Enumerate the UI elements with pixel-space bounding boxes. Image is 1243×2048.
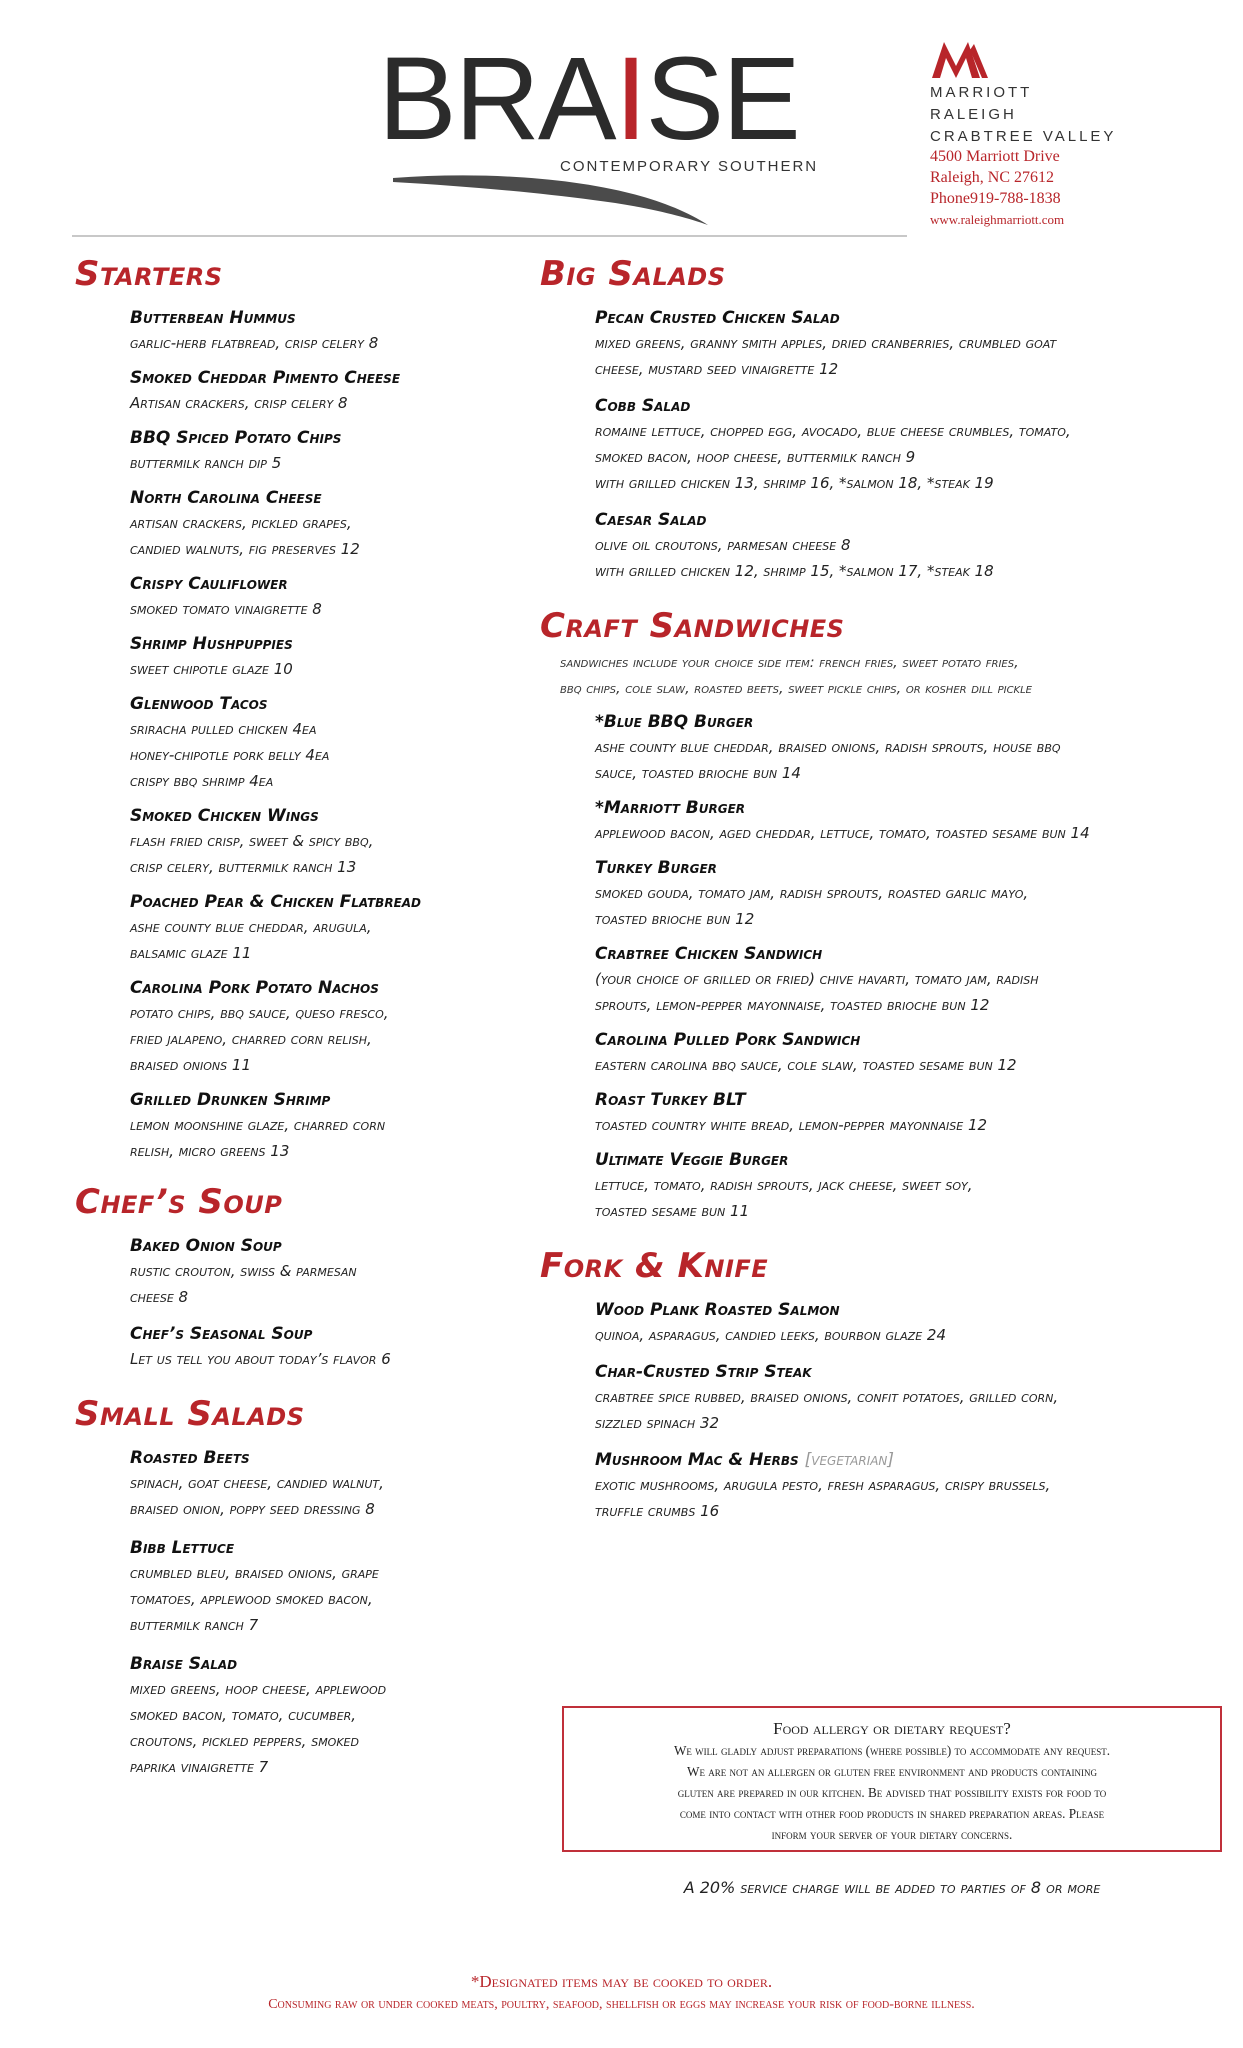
menu-item (595, 1028, 1210, 1078)
menu-item-name (130, 976, 495, 1000)
menu-item (595, 508, 1210, 584)
menu-item (130, 1088, 495, 1164)
menu-item-description: sriracha pulled chicken 4ea honey-chipotle pork belly 4ea crispy bbq shrimp 4ea (130, 720, 330, 790)
menu-item-name (130, 366, 495, 390)
menu-item-description: romaine lettuce, chopped egg, avocado, blue cheese crumbles, tomato, smoked bacon, hoop cheese, buttermilk ranch 9 with grilled chicken 13, shrimp 16, *salmon 18, *steak 19 (595, 422, 1071, 492)
hotel-website-link[interactable]: www.raleighmarriott.com (930, 212, 1065, 227)
logo-tagline: CONTEMPORARY SOUTHERN (560, 158, 819, 175)
menu-item-name-text: *Blue BBQ Burger (595, 712, 754, 732)
brush-stroke-icon (393, 170, 713, 230)
sandwiches-intro: sandwiches include your choice side item: french fries, sweet potato fries, bbq chips, cole slaw, roasted beets, sweet pickle chips, or kosher dill pickle (560, 655, 1033, 697)
menu-item-name-text: Chef’s Seasonal Soup (130, 1324, 313, 1344)
menu-item-name-text: Bibb Lettuce (130, 1538, 235, 1558)
menu-item-description: olive oil croutons, parmesan cheese 8 with grilled chicken 12, shrimp 15, *salmon 17, *steak 18 (595, 536, 994, 580)
hotel-address-street: 4500 Marriott Drive (930, 148, 1060, 165)
menu-item-name-text: Wood Plank Roasted Salmon (595, 1300, 840, 1320)
menu-item-name-text: Baked Onion Soup (130, 1236, 282, 1256)
menu-item (130, 632, 495, 682)
menu-item (130, 426, 495, 476)
big-salads-list (540, 306, 1210, 584)
menu-item (130, 692, 495, 794)
menu-item-description: mixed greens, granny smith apples, dried cranberries, crumbled goat cheese, mustard seed vinaigrette 12 (595, 334, 1057, 378)
menu-item-name (595, 1028, 1210, 1052)
menu-item-name-text: Braise Salad (130, 1654, 238, 1674)
menu-item-description: crumbled bleu, braised onions, grape tomatoes, applewood smoked bacon, buttermilk ranch 7 (130, 1564, 379, 1634)
menu-item-description: smoked gouda, tomato jam, radish sprouts, roasted garlic mayo, toasted brioche bun 12 (595, 884, 1029, 928)
menu-item-name (130, 692, 495, 716)
allergy-line: gluten are prepared in our kitchen. Be advised that possibility exists for food to (677, 1785, 1107, 1800)
hotel-phone: Phone919-788-1838 (930, 190, 1061, 207)
menu-item (595, 1360, 1210, 1436)
menu-item-name-text: Char-Crusted Strip Steak (595, 1362, 812, 1382)
menu-item-name (595, 942, 1210, 966)
menu-item (595, 942, 1210, 1018)
menu-item (130, 486, 495, 562)
hotel-info (930, 38, 1220, 228)
menu-item-description: toasted country white bread, lemon-pepper mayonnaise 12 (595, 1116, 988, 1134)
menu-item (130, 1536, 495, 1638)
menu-item (595, 856, 1210, 932)
footer-disclaimer (0, 1970, 1243, 2016)
menu-item-name (595, 710, 1210, 734)
menu-item-name (595, 508, 1210, 532)
allergy-notice (562, 1706, 1222, 1852)
menu-item-name-text: Crabtree Chicken Sandwich (595, 944, 823, 964)
section-title-fork-knife: Fork & Knife (540, 1246, 769, 1286)
menu-item-name-text: BBQ Spiced Potato Chips (130, 428, 342, 448)
right-column (540, 250, 1210, 1524)
menu-item-name (130, 1446, 495, 1470)
menu-item (595, 1448, 1210, 1524)
menu-item-name (595, 1148, 1210, 1172)
menu-item-name-text: North Carolina Cheese (130, 488, 322, 508)
menu-item (595, 710, 1210, 786)
menu-item-name-text: Butterbean Hummus (130, 308, 296, 328)
menu-item-name (130, 426, 495, 450)
hotel-name-line: MARRIOTT (930, 84, 1033, 101)
allergy-line: We are not an allergen or gluten free environment and products containing (687, 1764, 1097, 1779)
menu-item-description: crabtree spice rubbed, braised onions, confit potatoes, grilled corn, sizzled spinach 32 (595, 1388, 1059, 1432)
menu-item-description: buttermilk ranch dip 5 (130, 454, 282, 472)
allergy-line: come into contact with other food products in shared preparation areas. Please (679, 1806, 1105, 1821)
menu-item-name-text: Poached Pear & Chicken Flatbread (130, 892, 422, 912)
menu-item-name (595, 394, 1210, 418)
menu-item-name (595, 796, 1210, 820)
braise-logo (378, 33, 858, 230)
menu-item-description: spinach, goat cheese, candied walnut, braised onion, poppy seed dressing 8 (130, 1474, 384, 1518)
footer-line-consumer-warning: Consuming raw or under cooked meats, poultry, seafood, shellfish or eggs may increase your risk of food-borne illness. (268, 1997, 975, 2012)
menu-item (595, 1088, 1210, 1138)
menu-item-name-text: Turkey Burger (595, 858, 717, 878)
menu-item (130, 1234, 495, 1310)
header-divider (72, 235, 907, 237)
menu-item-name-text: Mushroom Mac & Herbs (595, 1450, 799, 1470)
menu-item-name (595, 1448, 1210, 1472)
menu-item-description: eastern carolina bbq sauce, cole slaw, toasted sesame bun 12 (595, 1056, 1017, 1074)
menu-item (130, 306, 495, 356)
menu-item-description: Let us tell you about today’s flavor 6 (130, 1350, 391, 1368)
menu-item-description: ashe county blue cheddar, braised onions, radish sprouts, house bbq sauce, toasted brioche bun 14 (595, 738, 1061, 782)
menu-item-name (130, 1536, 495, 1560)
sandwiches-list (540, 710, 1210, 1224)
menu-item-name-text: Carolina Pork Potato Nachos (130, 978, 379, 998)
small-salads-list (75, 1446, 495, 1780)
menu-item (595, 1148, 1210, 1224)
menu-item-name (130, 572, 495, 596)
menu-item-name (595, 1088, 1210, 1112)
menu-item-name (130, 306, 495, 330)
menu-item-name (595, 1298, 1210, 1322)
menu-item (130, 572, 495, 622)
menu-item (130, 1652, 495, 1780)
menu-item-description: Artisan crackers, crisp celery 8 (130, 394, 348, 412)
section-title-soup: Chef’s Soup (75, 1182, 283, 1222)
menu-item-name-text: Glenwood Tacos (130, 694, 268, 714)
menu-item-name (130, 1234, 495, 1258)
menu-item-tag: [vegetarian] (804, 1450, 895, 1470)
left-column (75, 250, 495, 1780)
menu-item-name (595, 1360, 1210, 1384)
allergy-title: Food allergy or dietary request? (773, 1719, 1011, 1738)
menu-item-description: mixed greens, hoop cheese, applewood smoked bacon, tomato, cucumber, croutons, pickled peppers, smoked paprika vinaigrette 7 (130, 1680, 387, 1776)
menu-item-description: quinoa, asparagus, candied leeks, bourbon glaze 24 (595, 1326, 946, 1344)
menu-item-name-text: Crispy Cauliflower (130, 574, 288, 594)
menu-item-name (130, 632, 495, 656)
menu-item-name-text: Shrimp Hushpuppies (130, 634, 293, 654)
menu-item (595, 796, 1210, 846)
hotel-name-line: RALEIGH (930, 106, 1017, 123)
menu-item-description: lettuce, tomato, radish sprouts, jack cheese, sweet soy, toasted sesame bun 11 (595, 1176, 973, 1220)
menu-item-description: (your choice of grilled or fried) chive havarti, tomato jam, radish sprouts, lemon-pepper mayonnaise, toasted brioche bun 12 (595, 970, 1039, 1014)
section-title-sandwiches: Craft Sandwiches (540, 606, 845, 646)
menu-item (130, 1322, 495, 1372)
soup-list (75, 1234, 495, 1372)
menu-item-description: ashe county blue cheddar, arugula, balsamic glaze 11 (130, 918, 372, 962)
hotel-address-city: Raleigh, NC 27612 (930, 169, 1054, 186)
menu-item-name (130, 804, 495, 828)
menu-item-description: sweet chipotle glaze 10 (130, 660, 293, 678)
menu-item-name-text: Grilled Drunken Shrimp (130, 1090, 331, 1110)
menu-item-name (130, 486, 495, 510)
menu-item-description: garlic-herb flatbread, crisp celery 8 (130, 334, 379, 352)
menu-item (130, 890, 495, 966)
menu-item-name-text: Smoked Chicken Wings (130, 806, 319, 826)
menu-item-name-text: Carolina Pulled Pork Sandwich (595, 1030, 861, 1050)
menu-item-name (595, 306, 1210, 330)
menu-item-description: artisan crackers, pickled grapes, candied walnuts, fig preserves 12 (130, 514, 360, 558)
menu-item (130, 366, 495, 416)
allergy-line: We will gladly adjust preparations (where possible) to accommodate any request. (673, 1743, 1111, 1758)
hotel-name-line: CRABTREE VALLEY (930, 128, 1117, 145)
menu-item-name-text: Roasted Beets (130, 1448, 250, 1468)
marriott-logo-icon (930, 38, 990, 80)
menu-item-name-text: Roast Turkey BLT (595, 1090, 746, 1110)
menu-item (130, 976, 495, 1078)
menu-item (130, 804, 495, 880)
footer-line-cooked-to-order: *Designated items may be cooked to order. (470, 1972, 773, 1991)
menu-item (130, 1446, 495, 1522)
menu-item-name (130, 1652, 495, 1676)
menu-item-name (130, 890, 495, 914)
service-charge-note: A 20% service charge will be added to parties of 8 or more (683, 1878, 1101, 1897)
menu-item-description: applewood bacon, aged cheddar, lettuce, tomato, toasted sesame bun 14 (595, 824, 1090, 842)
menu-item-name-text: Ultimate Veggie Burger (595, 1150, 789, 1170)
menu-item-name (130, 1322, 495, 1346)
starters-list (75, 306, 495, 1164)
fork-knife-list (540, 1298, 1210, 1524)
menu-item (595, 1298, 1210, 1348)
menu-item-name-text: Cobb Salad (595, 396, 691, 416)
menu-item-description: potato chips, bbq sauce, queso fresco, fried jalapeno, charred corn relish, braised onions 11 (130, 1004, 389, 1074)
menu-item-description: flash fried crisp, sweet & spicy bbq, crisp celery, buttermilk ranch 13 (130, 832, 374, 876)
menu-item-name-text: Pecan Crusted Chicken Salad (595, 308, 840, 328)
menu-item-description: lemon moonshine glaze, charred corn relish, micro greens 13 (130, 1116, 386, 1160)
menu-item-description: smoked tomato vinaigrette 8 (130, 600, 322, 618)
menu-item (595, 394, 1210, 496)
menu-item-name (595, 856, 1210, 880)
menu-item-description: rustic crouton, swiss & parmesan cheese 8 (130, 1262, 357, 1306)
menu-item-description: exotic mushrooms, arugula pesto, fresh asparagus, crispy brussels, truffle crumbs 16 (595, 1476, 1051, 1520)
menu-item (595, 306, 1210, 382)
menu-item-name-text: Caesar Salad (595, 510, 707, 530)
section-title-big-salads: Big Salads (540, 254, 726, 294)
logo-wordmark: BRAISE (378, 33, 799, 165)
menu-item-name-text: Smoked Cheddar Pimento Cheese (130, 368, 401, 388)
allergy-line: inform your server of your dietary concerns. (771, 1827, 1013, 1842)
menu-item-name (130, 1088, 495, 1112)
section-title-small-salads: Small Salads (75, 1394, 305, 1434)
menu-item-name-text: *Marriott Burger (595, 798, 746, 818)
section-title-starters: Starters (75, 254, 223, 294)
